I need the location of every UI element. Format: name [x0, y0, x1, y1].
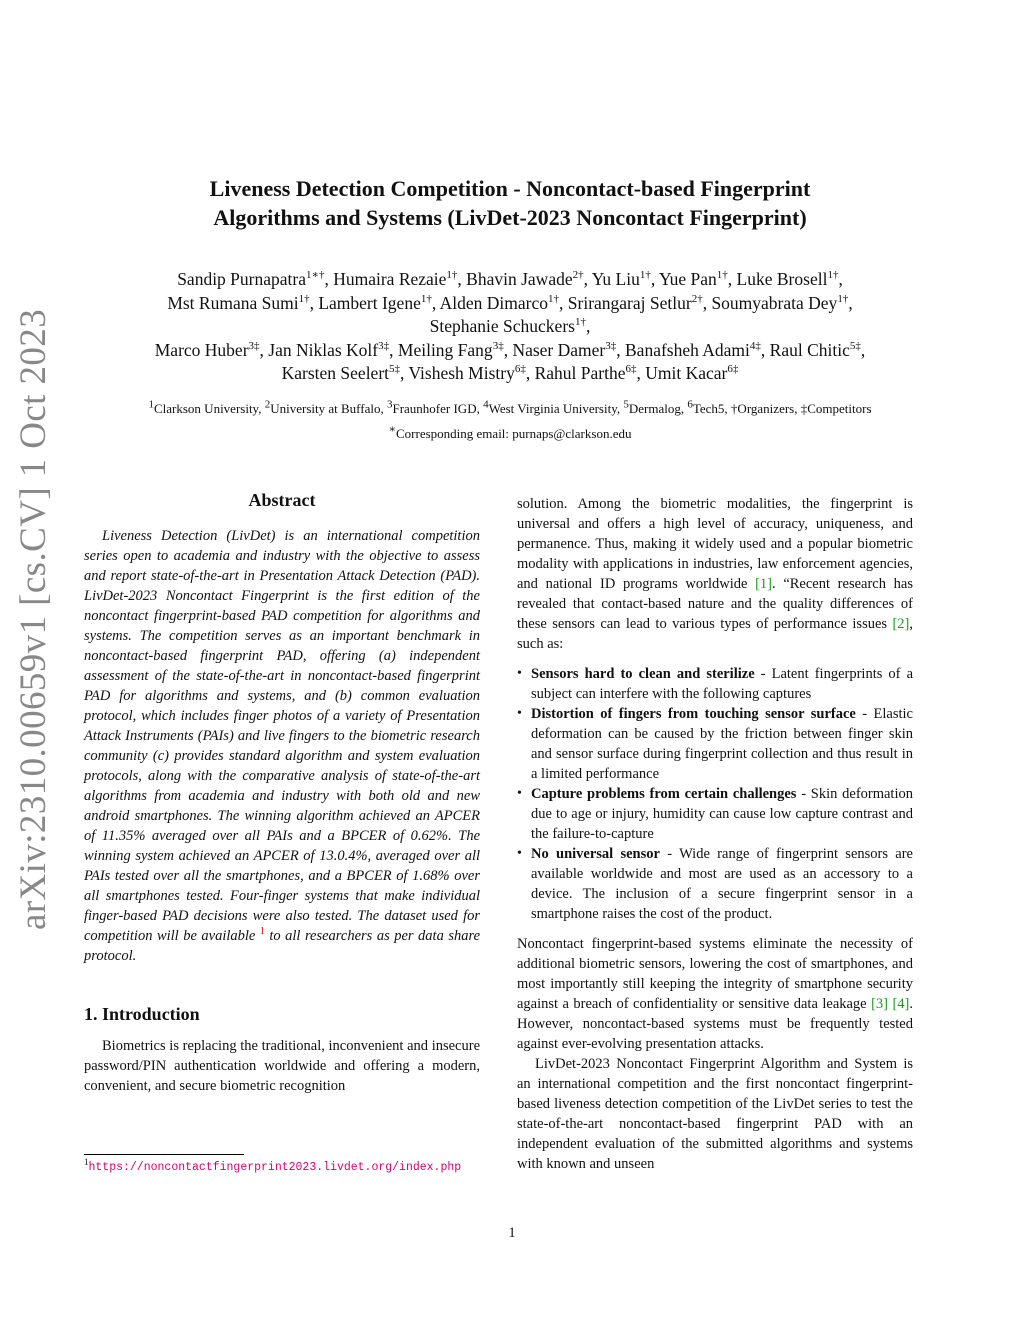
- author-separator: ,: [400, 363, 409, 383]
- author-name: Karsten Seelert: [281, 363, 390, 383]
- paragraph-text: solution. Among the biometric modalities, the fingerprint is universal and offers a high level of accuracy, uniqueness, and permanence. Thus, making it widely used and a popular biometric modality with applications in industries, law enforcement agencies, and national ID programs worldwide: [517, 496, 913, 592]
- author-affiliation-mark: 1†: [446, 269, 458, 282]
- bullet-item: [517, 844, 913, 924]
- author-affiliation-mark: 3‡: [378, 339, 390, 352]
- arxiv-identifier: arXiv:2310.00659v1 [cs.CV] 1 Oct 2023: [13, 308, 54, 930]
- author-name: Soumyabrata Dey: [711, 292, 838, 313]
- author-name: Rahul Parthe: [534, 363, 626, 383]
- author-affiliation-mark: 1∗†: [305, 269, 325, 282]
- author-name: Bhavin Jawade: [466, 269, 573, 289]
- author-affiliation-mark: 6‡: [625, 363, 637, 376]
- author-separator: ,: [585, 316, 591, 336]
- footnote-url-link[interactable]: https://noncontactfingerprint2023.livdet.org/index.php: [88, 1161, 462, 1174]
- author-affiliation-mark: 3‡: [492, 339, 504, 352]
- bullet-title: Sensors hard to clean and sterilize: [531, 666, 755, 682]
- author-separator: ,: [457, 269, 467, 289]
- author-line: [70, 315, 950, 339]
- author-name: Yu Liu: [591, 269, 640, 289]
- author-name: Banafsheh Adami: [625, 339, 750, 360]
- citation-link[interactable]: [4]: [892, 996, 910, 1012]
- author-affiliation-mark: 5‡: [849, 339, 861, 352]
- bullet-text: - Wide range of fingerprint sensors are available worldwide and most are used as an accessory to a device. The inclusion of a secure fingerprint sensor in a smartphone raises the cost of the product.: [531, 846, 913, 922]
- author-affiliation-mark: 1†: [639, 269, 651, 282]
- author-affiliation-mark: 2†: [691, 292, 703, 305]
- bullet-dot-icon: •: [517, 846, 522, 861]
- author-separator: ,: [848, 292, 853, 313]
- author-name: Marco Huber: [154, 339, 249, 360]
- author-name: Vishesh Mistry: [408, 363, 515, 383]
- bullet-item: [517, 784, 913, 844]
- corresponding-email: [40, 425, 980, 443]
- affiliation-text: Dermalog,: [628, 401, 688, 416]
- bullet-text: - Latent fingerprints of a subject can interfere with the following captures: [531, 666, 914, 702]
- citation-link[interactable]: [3]: [871, 996, 888, 1012]
- citation-link[interactable]: [2]: [892, 616, 910, 632]
- affiliations: [40, 400, 980, 418]
- bullet-text: - Skin deformation due to age or injury, humidity can cause low capture contrast and the failure-to-capture: [531, 786, 913, 842]
- affiliation-text: West Virginia University,: [488, 401, 624, 416]
- author-name: Meiling Fang: [397, 339, 493, 360]
- author-separator: ,: [760, 339, 770, 360]
- introduction-heading: 1. Introduction: [84, 1004, 200, 1024]
- author-name: Raul Chitic: [769, 339, 850, 360]
- citation-link[interactable]: [1]: [755, 576, 773, 592]
- author-separator: ,: [503, 339, 513, 360]
- affiliation-text: Tech5, †Organizers, ‡Competitors: [692, 401, 872, 416]
- left-column: [84, 488, 480, 1096]
- author-affiliation-mark: 4‡: [749, 339, 761, 352]
- author-affiliation-mark: 1†: [548, 292, 560, 305]
- author-separator: ,: [259, 339, 269, 360]
- author-affiliation-mark: 1†: [716, 269, 728, 282]
- abstract-body: [84, 526, 480, 966]
- author-affiliation-mark: 5‡: [389, 363, 401, 376]
- affiliation-mark: 1: [148, 398, 154, 411]
- author-separator: ,: [431, 292, 440, 313]
- footnote-mark: 1: [84, 1157, 89, 1167]
- affiliation-text: Clarkson University,: [153, 401, 265, 416]
- author-affiliation-mark: 6‡: [727, 363, 739, 376]
- footnote: [84, 1158, 480, 1176]
- bullet-item: [517, 704, 913, 784]
- author-name: Naser Damer: [512, 339, 606, 360]
- affiliation-text: University at Buffalo,: [270, 401, 387, 416]
- bullet-item: [517, 664, 913, 704]
- bullet-title: No universal sensor: [531, 846, 660, 862]
- email-text: Corresponding email: purnaps@clarkson.edu: [396, 426, 632, 441]
- author-separator: ,: [702, 292, 712, 313]
- footnote-rule: [84, 1154, 244, 1155]
- author-affiliation-mark: 6‡: [514, 363, 526, 376]
- paragraph-text: , such as:: [517, 616, 913, 652]
- affiliation-text: Fraunhofer IGD,: [392, 401, 484, 416]
- author-affiliation-mark: 3‡: [248, 339, 260, 352]
- author-separator: ,: [860, 339, 866, 360]
- abstract-text: Liveness Detection (LivDet) is an international competition series open to academia and industry with the objective to assess and report state-of-the-art in Presentation Attack Detection (PAD). LivDet-2023 Noncontact Fingerprint is the first edition of the noncontact fingerprint-based PAD competition for algorithms and systems. The competition serves as an important benchmark in noncontact-based fingerprint PAD, offering (a) independent assessment of the state-of-the-art in noncontact-based fingerprint PAD for algorithms and systems, and (b) common evaluation protocol, which includes finger photos of a variety of Presentation Attack Instruments (PAIs) and live fingers to the biometric research community (c) provides standard algorithm and system evaluation protocols, along with the comparative analysis of state-of-the-art algorithms from academia and industry with both old and new android smartphones. The winning algorithm achieved an APCER of 11.35% averaged over all PAIs and a BPCER of 0.62%. The winning system achieved an APCER of 13.0.4%, averaged over all PAIs tested over all the smartphones, and a BPCER of 1.68% over all smartphones tested. Four-finger systems that make individual finger-based PAD decisions were also tested. The dataset used for competition will be available: [84, 528, 480, 944]
- affiliation-mark: 3: [386, 398, 393, 411]
- paragraph-text: . However, noncontact-based systems must be frequently tested against ever-evolving presentation attacks.: [517, 996, 913, 1052]
- affiliation-mark: 4: [483, 398, 489, 411]
- author-name: Lambert Igene: [318, 292, 421, 313]
- bullet-dot-icon: •: [517, 706, 522, 721]
- author-name: Srirangaraj Setlur: [567, 292, 692, 313]
- bullet-title: Capture problems from certain challenges: [531, 786, 797, 802]
- author-affiliation-mark: 1†: [837, 292, 849, 305]
- author-list: [70, 268, 950, 386]
- abstract-text-end: to all researchers as per data share protocol.: [84, 928, 480, 964]
- author-name: Humaira Rezaie: [333, 269, 447, 289]
- title-line-2: Algorithms and Systems (LivDet-2023 Noncontact Fingerprint): [213, 205, 807, 230]
- abstract-heading: Abstract: [248, 490, 316, 510]
- author-line: [70, 268, 950, 292]
- right-paragraph-1: [517, 494, 913, 654]
- author-name: Umit Kacar: [645, 363, 728, 383]
- affiliation-mark: 6: [687, 398, 693, 411]
- author-line: [70, 339, 950, 363]
- author-separator: ,: [650, 269, 659, 289]
- paragraph-text: . “Recent research has revealed that contact-based nature and the quality differences of these sensors can lead to various types of performance issues: [517, 576, 913, 632]
- bullet-dot-icon: •: [517, 666, 522, 681]
- affiliation-mark: 2: [264, 398, 271, 411]
- right-paragraph-3: LivDet-2023 Noncontact Fingerprint Algorithm and System is an international competition and the first noncontact fingerprint-based liveness detection competition of the LivDet series to test the state-of-the-art noncontact-based fingerprint PAD with an independent evaluation of the submitted algorithms and systems with known and unseen: [517, 1056, 913, 1172]
- author-name: Yue Pan: [658, 269, 717, 289]
- author-affiliation-mark: 2†: [572, 269, 584, 282]
- author-affiliation-mark: 3‡: [605, 339, 617, 352]
- author-line: [70, 362, 950, 386]
- author-name: Sandip Purnapatra: [177, 269, 306, 289]
- introduction-paragraph: Biometrics is replacing the traditional, inconvenient and insecure password/PIN authentication worldwide and offering a modern, convenient, and secure biometric recognition: [84, 1038, 480, 1094]
- author-name: Stephanie Schuckers: [429, 316, 575, 336]
- author-affiliation-mark: 1†: [420, 292, 432, 305]
- author-name: Luke Brosell: [736, 269, 828, 289]
- author-separator: ,: [636, 363, 646, 383]
- author-separator: ,: [559, 292, 568, 313]
- affiliation-mark: 5: [623, 398, 629, 411]
- bullet-dot-icon: •: [517, 786, 522, 801]
- author-affiliation-mark: 1†: [827, 269, 839, 282]
- author-affiliation-mark: 1†: [574, 316, 586, 329]
- paper-title: [110, 174, 910, 232]
- paragraph-text: Noncontact fingerprint-based systems eliminate the necessity of additional biometric sensors, lowering the cost of smartphones, and most importantly still keeping the integrity of smartphone security against a breach of confidentiality or sensitive data leakage: [517, 936, 913, 1012]
- author-separator: ,: [583, 269, 592, 289]
- page-number: 1: [508, 1225, 516, 1241]
- author-name: Jan Niklas Kolf: [268, 339, 379, 360]
- author-name: Alden Dimarco: [439, 292, 549, 313]
- abstract-footnote-mark[interactable]: 1: [259, 926, 265, 938]
- author-separator: ,: [727, 269, 737, 289]
- bullet-text: - Elastic deformation can be caused by the friction between finger skin and sensor surface during fingerprint collection and thus result in a limited performance: [531, 706, 913, 782]
- right-column: [517, 494, 913, 1174]
- author-separator: ,: [324, 269, 334, 289]
- author-separator: ,: [616, 339, 625, 360]
- author-separator: ,: [309, 292, 319, 313]
- author-separator: ,: [525, 363, 535, 383]
- author-name: Mst Rumana Sumi: [167, 292, 299, 313]
- issues-bullet-list: [517, 664, 913, 924]
- author-separator: ,: [838, 269, 843, 289]
- author-affiliation-mark: 1†: [298, 292, 310, 305]
- author-line: [70, 292, 950, 316]
- title-line-1: Liveness Detection Competition - Noncontact-based Fingerprint: [209, 176, 811, 201]
- email-mark: ∗: [388, 423, 397, 436]
- right-paragraph-2: [517, 934, 913, 1054]
- author-separator: ,: [389, 339, 398, 360]
- bullet-title: Distortion of fingers from touching sensor surface: [531, 706, 856, 722]
